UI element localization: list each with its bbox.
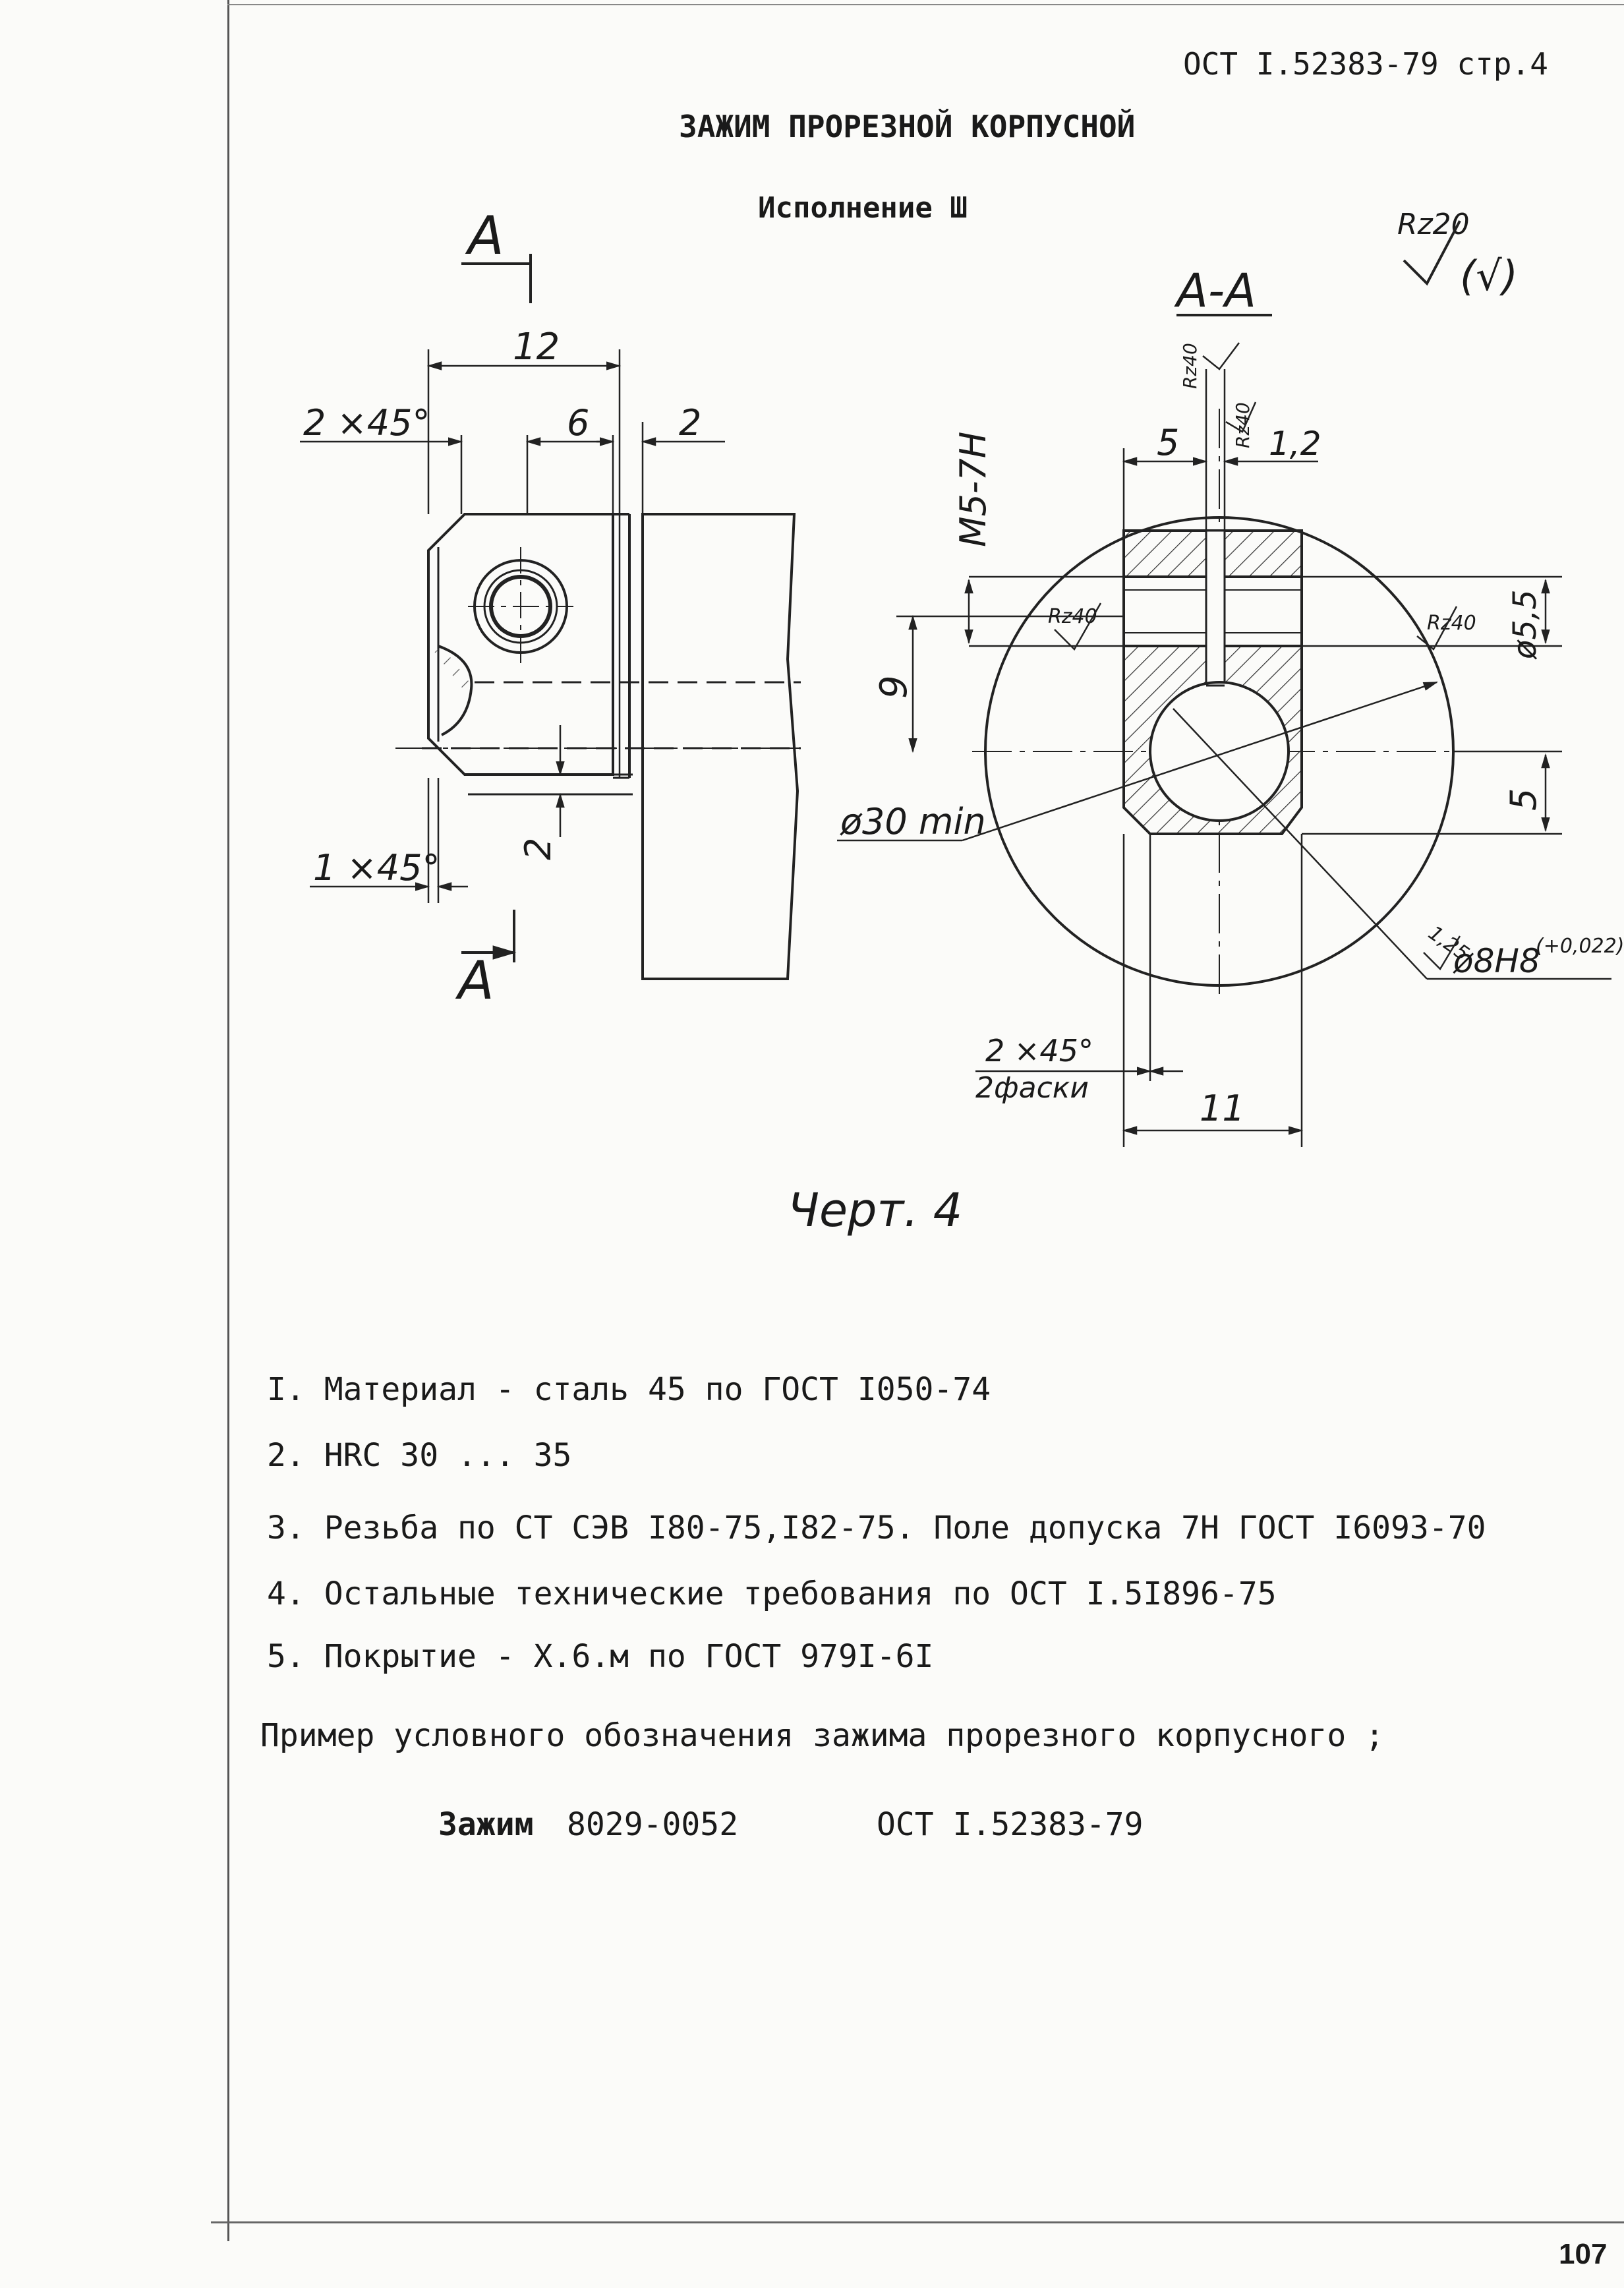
roughness-slot-b: Rz40 bbox=[1232, 402, 1254, 448]
note-item: 3. Резьба по СТ СЭВ I80-75,I82-75. Поле допуска 7Н ГОСТ I6093-70 bbox=[267, 1510, 1486, 1546]
note-item: 4. Остальные технические требования по ОСТ I.5I896-75 bbox=[267, 1575, 1277, 1612]
variant-label: Исполнение Ш bbox=[758, 191, 968, 225]
example-code: 8029-0052 bbox=[567, 1806, 739, 1843]
bore-tolerance: (+0,022) bbox=[1536, 935, 1624, 958]
chamfer-section: 2 ×45° bbox=[985, 1033, 1093, 1069]
svg-text:Rz20: Rz20 bbox=[1397, 208, 1470, 241]
section-marker-top: А bbox=[468, 205, 504, 266]
drawing-caption: Черт. 4 bbox=[788, 1183, 963, 1237]
roughness-left: Rz40 bbox=[1048, 605, 1097, 628]
surface-roughness-mark bbox=[1397, 208, 1518, 300]
dim-slot: 6 bbox=[567, 402, 590, 444]
dim-offset: 2 bbox=[517, 837, 559, 860]
dim-top: 5 bbox=[1157, 422, 1180, 463]
left-view bbox=[300, 205, 801, 1011]
thread-spec: M5-7H bbox=[952, 431, 994, 547]
example-heading: Пример условного обозначения зажима прорезного корпусного ; bbox=[260, 1717, 1385, 1754]
section-title: А-А bbox=[1176, 264, 1257, 318]
dim-center: 5 bbox=[1503, 788, 1544, 811]
chamfer-note: 2фаски bbox=[975, 1071, 1089, 1105]
chamfer-top: 2 ×45° bbox=[303, 402, 430, 444]
page-number: 107 bbox=[1559, 2238, 1608, 2270]
doc-reference: ОСТ I.52383-79 стр.4 bbox=[1183, 46, 1548, 82]
note-item: 2. HRC 30 ... 35 bbox=[267, 1437, 572, 1474]
chamfer-bottom: 1 ×45° bbox=[313, 847, 440, 889]
roughness-right: Rz40 bbox=[1427, 612, 1476, 635]
page-border-bottom bbox=[211, 2221, 1624, 2223]
svg-text:(√): (√) bbox=[1460, 252, 1518, 300]
section-marker-bottom: А bbox=[458, 950, 494, 1011]
section-view bbox=[837, 264, 1624, 1147]
dim-bore: ø5,5 bbox=[1507, 589, 1544, 659]
dim-gap: 2 bbox=[679, 402, 702, 444]
bore-roughness: 1,25 bbox=[1424, 921, 1474, 966]
dim-diameter: ø30 min bbox=[840, 801, 986, 842]
note-item: 5. Покрытие - X.6.м по ГОСТ 979I-6I bbox=[267, 1638, 934, 1675]
bore-fit: ø8H8 bbox=[1453, 942, 1540, 980]
note-item: I. Материал - сталь 45 по ГОСТ I050-74 bbox=[267, 1371, 991, 1408]
example-name: Зажим bbox=[438, 1806, 534, 1843]
example-standard: ОСТ I.52383-79 bbox=[877, 1806, 1144, 1843]
page-title: ЗАЖИМ ПРОРЕЗНОЙ КОРПУСНОЙ bbox=[679, 109, 1136, 144]
roughness-slot-a: Rz40 bbox=[1179, 343, 1201, 389]
dim-overall: 12 bbox=[513, 326, 560, 368]
dim-slot-width: 1,2 bbox=[1269, 425, 1321, 463]
dim-width: 11 bbox=[1200, 1088, 1245, 1129]
dim-height: 9 bbox=[873, 675, 915, 699]
